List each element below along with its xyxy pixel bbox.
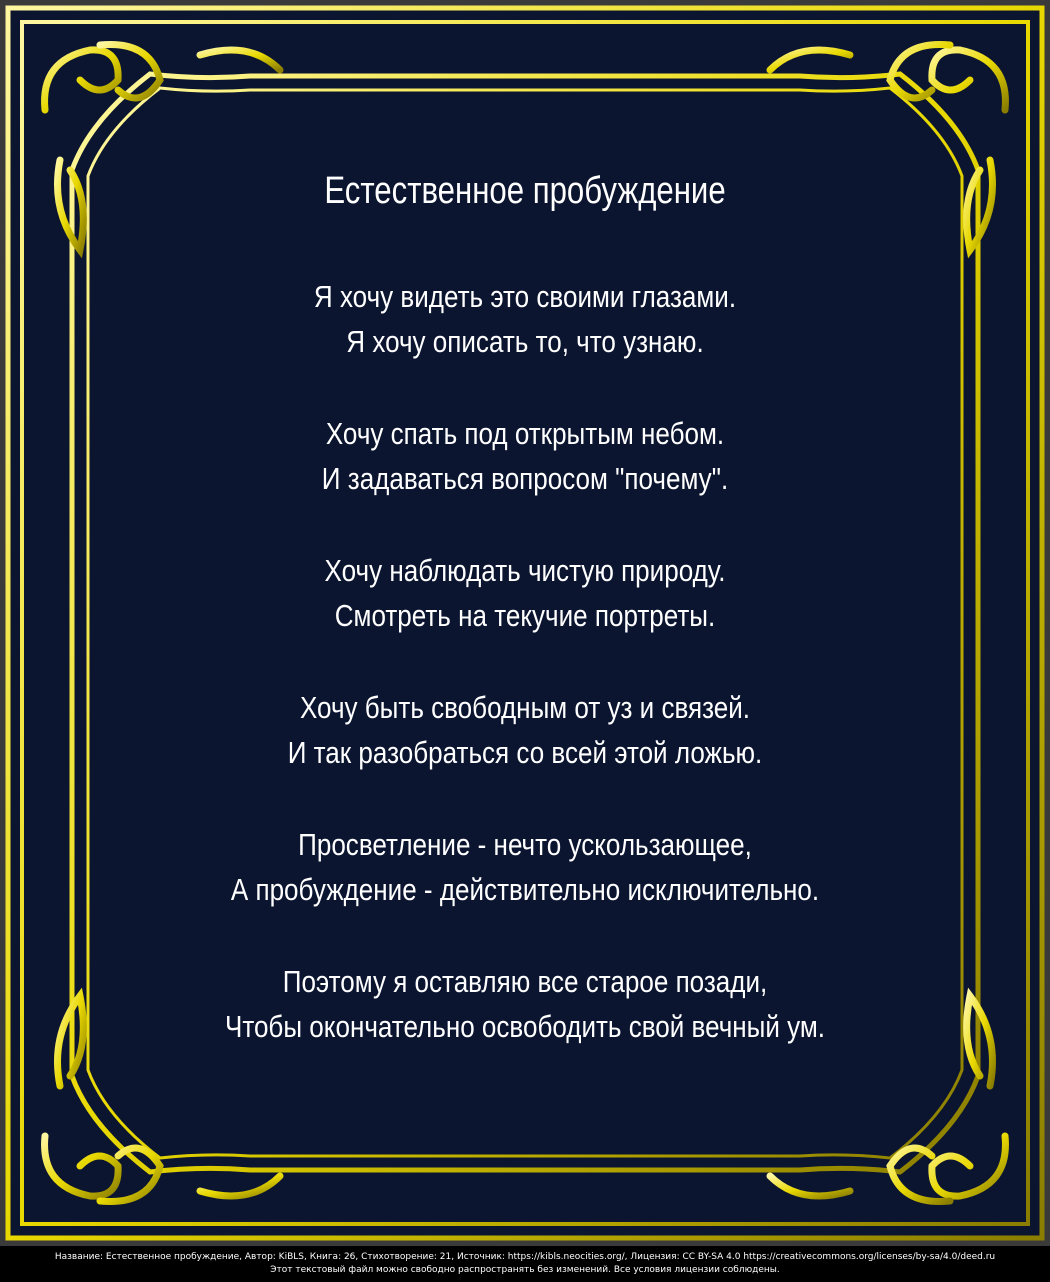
stanza xyxy=(100,822,950,912)
poem xyxy=(100,160,950,1096)
poem-line: Смотреть на текучие портреты. xyxy=(334,598,716,633)
stanza xyxy=(100,548,950,638)
poem-line: Поэтому я оставляю все старое позади, xyxy=(282,964,768,999)
poem-line: Я хочу описать то, что узнаю. xyxy=(346,324,704,359)
poem-line: Просветление - нечто ускользающее, xyxy=(298,827,752,862)
poem-line: Чтобы окончательно освободить свой вечный ум. xyxy=(224,1009,826,1044)
footer-note: Этот текстовый файл можно свободно распространять без изменений. Все условия лицензии соблюдены. xyxy=(270,1265,780,1275)
stanza xyxy=(100,411,950,501)
poem-title: Естественное пробуждение xyxy=(324,170,726,212)
poem-line: Хочу наблюдать чистую природу. xyxy=(324,553,726,588)
footer-attribution: Название: Естественное пробуждение, Автор: KiBLS, Книга: 26, Стихотворение: 21, Источник: https://kibls.neocities.org/, Лицензия: CC BY-SA 4.0 https://creativecommons.org/licenses/by-sa/4.0/deed.ru xyxy=(54,1252,996,1262)
poem-line: И так разобраться со всей этой ложью. xyxy=(287,735,763,770)
stanza xyxy=(100,959,950,1049)
poem-line: Я хочу видеть это своими глазами. xyxy=(313,279,737,314)
license-footer xyxy=(0,1246,1050,1282)
poem-line: А пробуждение - действительно исключительно. xyxy=(230,872,820,907)
stanza xyxy=(100,274,950,364)
poem-line: И задаваться вопросом "почему". xyxy=(321,461,729,496)
poem-line: Хочу спать под открытым небом. xyxy=(325,416,725,451)
stanza xyxy=(100,685,950,775)
poem-line: Хочу быть свободным от уз и связей. xyxy=(299,690,751,725)
